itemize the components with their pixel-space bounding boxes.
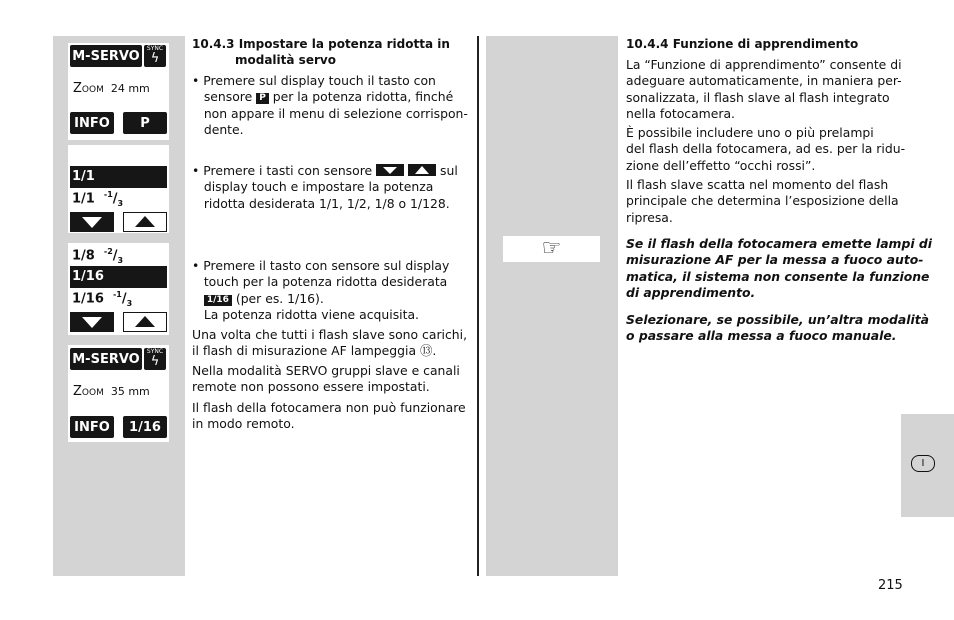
info-button[interactable]: INFO	[70, 112, 114, 134]
down-arrow-key-icon	[376, 164, 404, 176]
arrow-down-button[interactable]	[70, 212, 114, 232]
p-key-icon: P	[256, 93, 269, 104]
info-button-2[interactable]: INFO	[70, 416, 114, 438]
column-divider	[477, 36, 479, 576]
mservo-button-2[interactable]: M-SERVO	[70, 348, 142, 370]
para-learning-1: La “Funzione di apprendimento” consente di adeguare automaticamente, in maniera per- sonalizzata, il flash slave al flash integrato nella fotocamera.	[626, 57, 902, 121]
bullet-3: • Premere il tasto con sensore sul display touch per la potenza ridotta desiderata 1/16 (per es. 1/16). La potenza ridotta viene acquisita.	[192, 258, 450, 322]
power-p-button[interactable]: P	[123, 112, 167, 134]
ratio-key-icon: 1/16	[204, 295, 232, 306]
up-arrow-key-icon	[408, 164, 436, 176]
note-2: Selezionare, se possibile, un’altra modalità o passare alla messa a fuoco manuale.	[626, 312, 930, 344]
arrow-up-button[interactable]	[123, 212, 167, 232]
arrow-up-button-2[interactable]	[123, 312, 167, 332]
arrow-down-button-2[interactable]	[70, 312, 114, 332]
section-heading-10-4-4: 10.4.4 Funzione di apprendimento	[626, 37, 859, 51]
zoom-readout-2: ZOOM 35 mm	[73, 384, 150, 399]
bullet-1: • Premere sul display touch il tasto con sensore P per la potenza ridotta, finché non appare il menu di selezione corrispon- dente.	[192, 73, 468, 137]
para-learning-3: Il flash slave scatta nel momento del flash principale che determina l’esposizione della ripresa.	[626, 177, 899, 225]
zoom-readout: ZOOM 24 mm	[73, 81, 150, 96]
section-heading-10-4-3: 10.4.3 Impostare la potenza ridotta in modalità servo	[192, 37, 450, 67]
ratio-option-label: 1/1 $^{-1}/_3$	[72, 190, 124, 208]
mservo-button[interactable]: M-SERVO	[70, 45, 142, 67]
para-learning-2: È possibile includere uno o più prelampi del flash della fotocamera, ad es. per la ridu- zione dell’effetto “occhi rossi”.	[626, 125, 906, 173]
note-box	[503, 236, 600, 262]
sync-icon-2[interactable]: SYNC ϟ	[144, 348, 166, 370]
bullet-2: • Premere i tasti con sensore sul display touch e impostare la potenza ridotta desiderata 1/1, 1/2, 1/8 o 1/128.	[192, 163, 458, 211]
ratio-selected-label-2: 1/16	[72, 269, 104, 284]
note-sidebar	[486, 36, 618, 576]
sync-icon[interactable]: SYNC ϟ	[144, 45, 166, 67]
ratio-selected-label: 1/1	[72, 169, 95, 184]
note-1: Se il flash della fotocamera emette lampi di misurazione AF per la messa a fuoco auto- matica, il sistema non consente la funzione di apprendimento.	[626, 236, 933, 300]
page-number: 215	[878, 578, 903, 593]
power-1-16-button[interactable]: 1/16	[123, 416, 167, 438]
ratio-option-1-8[interactable]: 1/8 $^{-2}/_3$	[72, 247, 124, 265]
para-af-flash: Una volta che tutti i flash slave sono carichi, il flash di misurazione AF lampeggia ⑬.	[192, 327, 468, 359]
pointing-hand-icon: ☞	[541, 236, 562, 261]
para-servo-mode: Nella modalità SERVO gruppi slave e canali remote non possono essere impostati.	[192, 363, 460, 395]
para-remote: Il flash della fotocamera non può funzionare in modo remoto.	[192, 400, 466, 432]
language-marker: I	[911, 455, 935, 472]
ratio-option-1-16[interactable]: 1/16 $^{-1}/_3$	[72, 290, 133, 308]
